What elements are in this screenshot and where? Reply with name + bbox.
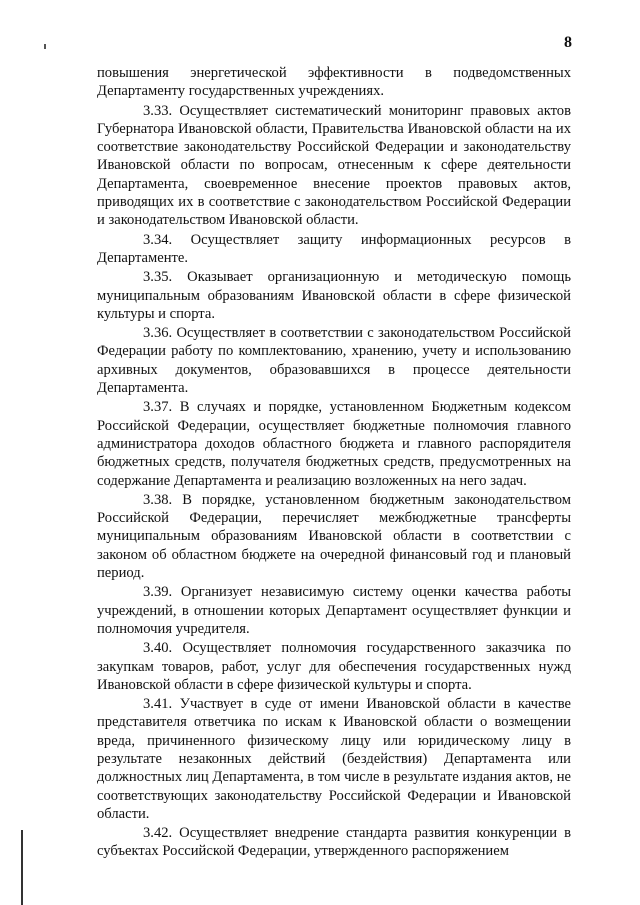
paragraph-3-39: 3.39. Организует независимую систему оценки качества работы учреждений, в отношении которых Департамент осуществляет функции и полномочия учредителя. <box>97 584 571 637</box>
scan-artifact-line <box>21 830 23 905</box>
paragraph-3-38: 3.38. В порядке, установленном бюджетным законодательством Российской Федерации, перечисляет межбюджетные трансферты муниципальным образованиям Ивановской области в соответствии с законом об областном бюджете на очередной финансовый год и плановый период. <box>97 491 571 582</box>
document-body <box>97 64 571 861</box>
paragraph-3-42: 3.42. Осуществляет внедрение стандарта развития конкуренции в субъектах Российской Федерации, утвержденного распоряжением <box>97 825 571 860</box>
paragraph-3-36: 3.36. Осуществляет в соответствии с законодательством Российской Федерации работу по комплектованию, хранению, учету и использованию архивных документов, образовавшихся в процессе деятельности Департамента. <box>97 325 571 397</box>
paragraph-3-34: 3.34. Осуществляет защиту информационных ресурсов в Департаменте. <box>97 231 571 266</box>
paragraph-3-35: 3.35. Оказывает организационную и методическую помощь муниципальным образованиям Ивановской области в сфере физической культуры и спорта. <box>97 269 571 322</box>
paragraph-3-40: 3.40. Осуществляет полномочия государственного заказчика по закупкам товаров, работ, услуг для обеспечения государственных нужд Ивановской области в сфере физической культуры и спорта. <box>97 640 571 693</box>
page-number: 8 <box>564 34 572 51</box>
paragraph-continuation: повышения энергетической эффективности в подведомственных Департаменту государственных учреждениях. <box>97 65 571 100</box>
paragraph-3-37: 3.37. В случаях и порядке, установленном Бюджетным кодексом Российской Федерации, осуществляет бюджетные полномочия главного администратора доходов областного бюджета и главного распорядителя бюджетных средств, получателя бюджетных средств, предусмотренных на содержание Департамента и реализацию возложенных на него задач. <box>97 399 571 489</box>
paragraph-3-33: 3.33. Осуществляет систематический мониторинг правовых актов Губернатора Ивановской области, Правительства Ивановской области на их соответствие законодательству Российской Федерации и законодательству Ивановской области по вопросам, отнесенным к сфере деятельности Департамента, своевременное внесение проектов правовых актов, приводящих их в соответствие с законодательством Российской Федерации и законодательством Ивановской области. <box>97 102 571 229</box>
scan-artifact-mark <box>44 44 46 49</box>
paragraph-3-41: 3.41. Участвует в суде от имени Ивановской области в качестве представителя ответчика по искам к Ивановской области о возмещении вреда, причиненного физическому лицу или юридическому лицу в результате незаконных действий (бездействия) Департамента или должностных лиц Департамента, в том числе в результате издания актов, не соответствующих законодательству Российской Федерации и Ивановской области. <box>97 696 571 822</box>
